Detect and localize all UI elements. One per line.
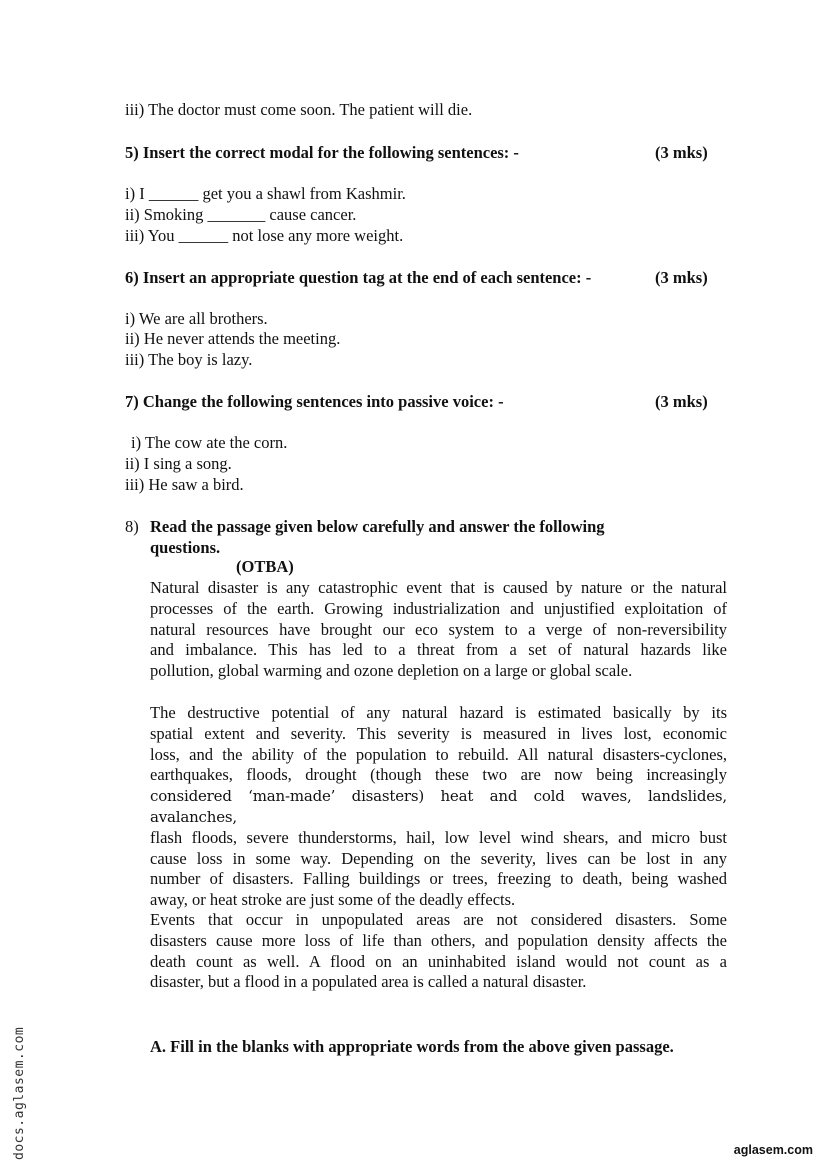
q5-item-3: iii) You ______ not lose any more weight. <box>125 226 404 245</box>
q6-item-1: i) We are all brothers. <box>125 309 268 328</box>
passage-line: considered ‘man-made’ disasters) heat and cold waves, landslides, avalanches, <box>150 787 727 826</box>
passage-line: death count as well. A flood on an uninhabited island would not count as a <box>150 951 727 971</box>
q6-item-2: ii) He never attends the meeting. <box>125 329 341 348</box>
passage-paragraph-2 <box>150 703 727 911</box>
q4-item-3: iii) The doctor must come soon. The patient will die. <box>125 100 473 119</box>
q7-marks: (3 mks) <box>655 392 708 411</box>
passage-paragraph-1 <box>150 578 727 682</box>
q6-heading: 6) Insert an appropriate question tag at the end of each sentence: - <box>125 268 592 287</box>
passage-line: disasters cause more loss of life than others, and population density affects the <box>150 930 727 950</box>
passage-line: spatial extent and severity. This severity is measured in lives lost, economic <box>150 723 727 743</box>
q8-sub-a-heading: A. Fill in the blanks with appropriate words from the above given passage. <box>150 1037 674 1056</box>
passage-line: earthquakes, floods, drought (though these two are now being increasingly <box>150 765 727 785</box>
q8-number: 8) <box>125 517 139 536</box>
passage-line: flash floods, severe thunderstorms, hail, low level wind shears, and micro bust <box>150 827 727 847</box>
q8-heading-line-2: questions. <box>150 538 221 557</box>
q6-item-3: iii) The boy is lazy. <box>125 350 253 369</box>
side-watermark: docs.aglasem.com <box>12 1026 27 1160</box>
passage-line: pollution, global warming and ozone depletion on a large or global scale. <box>150 661 633 681</box>
passage-line: number of disasters. Falling buildings or trees, freezing to death, being washed <box>150 869 727 889</box>
q5-item-2: ii) Smoking _______ cause cancer. <box>125 205 357 224</box>
q8-heading-line-1: Read the passage given below carefully and answer the following <box>150 517 605 536</box>
passage-line: Natural disaster is any catastrophic event that is caused by nature or the natural <box>150 578 727 597</box>
passage-line: and imbalance. This has led to a threat from a set of natural hazards like <box>150 640 727 660</box>
passage-line: Events that occur in unpopulated areas are not considered disasters. Some <box>150 910 727 929</box>
q6-marks: (3 mks) <box>655 268 708 287</box>
q8-otba-tag: (OTBA) <box>236 557 294 576</box>
passage-line: disaster, but a flood in a populated area is called a natural disaster. <box>150 972 587 992</box>
q5-item-1: i) I ______ get you a shawl from Kashmir. <box>125 184 406 203</box>
q7-item-3: iii) He saw a bird. <box>125 475 244 494</box>
passage-paragraph-3 <box>150 910 727 993</box>
footer-site-name: aglasem.com <box>733 1143 813 1157</box>
passage-line: natural resources have brought our eco system to a verge of non-reversibility <box>150 619 727 639</box>
q5-heading: 5) Insert the correct modal for the following sentences: - <box>125 143 519 162</box>
q7-item-2: ii) I sing a song. <box>125 454 232 473</box>
passage-line: away, or heat stroke are just some of the deadly effects. <box>150 890 516 910</box>
passage-line: cause loss in some way. Depending on the severity, lives can be lost in any <box>150 848 727 868</box>
q7-heading: 7) Change the following sentences into passive voice: - <box>125 392 504 411</box>
q7-item-1: i) The cow ate the corn. <box>131 433 288 452</box>
passage-line: loss, and the ability of the population to rebuild. All natural disasters-cyclones, <box>150 744 727 764</box>
passage-line: processes of the earth. Growing industrialization and unjustified exploitation of <box>150 598 727 618</box>
passage-line: The destructive potential of any natural hazard is estimated basically by its <box>150 703 727 722</box>
q5-marks: (3 mks) <box>655 143 708 162</box>
